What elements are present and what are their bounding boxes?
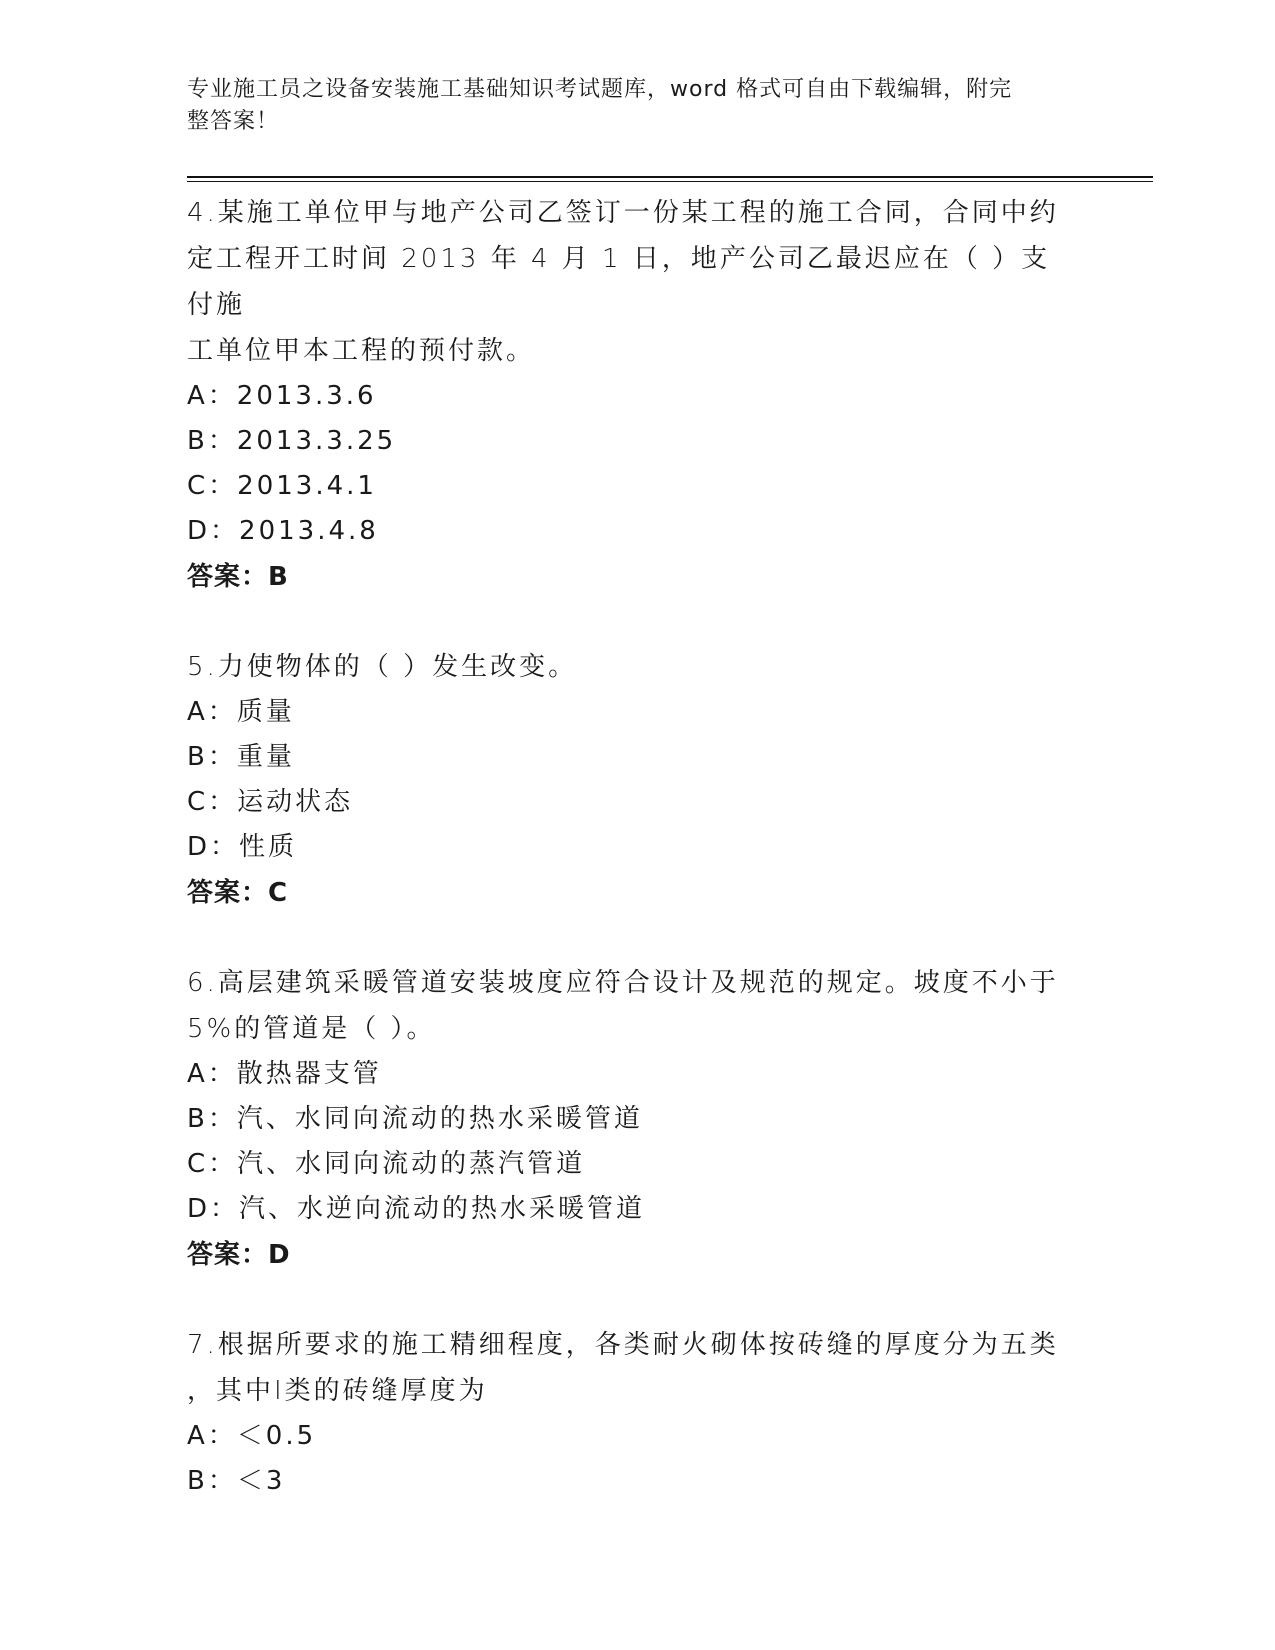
option-a <box>187 1052 1067 1097</box>
question-stem-line: 工单位甲本工程的预付款。 <box>187 336 536 366</box>
option-b <box>187 735 1067 780</box>
answer-line: 答案：B <box>187 562 289 592</box>
answer-line: 答案：D <box>187 1240 291 1270</box>
header-line-1: 专业施工员之设备安装施工基础知识考试题库，word 格式可自由下载编辑，附完 <box>187 77 1013 102</box>
option-b <box>187 1459 1067 1504</box>
option-d <box>187 1187 1067 1232</box>
option-text: 质量 <box>236 697 295 727</box>
option-d <box>187 509 1067 554</box>
question-stem-line: 5.力使物体的（ ）发生改变。 <box>187 652 578 682</box>
option-key: C： <box>187 787 238 817</box>
option-b <box>187 419 1067 464</box>
option-text: ＜3 <box>236 1466 286 1496</box>
question-stem-line: 5%的管道是（ ）。 <box>187 1014 436 1044</box>
option-text: 2013.3.6 <box>236 381 377 411</box>
option-a <box>187 690 1067 735</box>
option-key: B： <box>187 1104 237 1134</box>
option-text: 性质 <box>239 832 298 862</box>
question-stem-line: 7.根据所要求的施工精细程度，各类耐火砌体按砖缝的厚度分为五类 <box>187 1330 1059 1360</box>
answer-line: 答案：C <box>187 878 289 908</box>
question-stem-line: 6.高层建筑采暖管道安装坡度应符合设计及规范的规定。坡度不小于 <box>187 968 1059 998</box>
header-divider-thick <box>187 176 1153 178</box>
option-c <box>187 464 1067 509</box>
header-divider-thin <box>187 181 1153 182</box>
option-key: B： <box>187 426 237 456</box>
option-key: C： <box>187 1149 238 1179</box>
option-text: 运动状态 <box>237 787 354 817</box>
question-6 <box>187 960 1067 1278</box>
option-text: 2013.4.1 <box>237 471 377 501</box>
option-b <box>187 1097 1067 1142</box>
option-key: D： <box>187 1194 240 1224</box>
option-key: D： <box>187 516 240 546</box>
option-text: 汽、水逆向流动的热水采暖管道 <box>239 1194 646 1224</box>
question-stem-line: 4.某施工单位甲与地产公司乙签订一份某工程的施工合同，合同中约 <box>187 198 1059 228</box>
option-a <box>187 1414 1067 1459</box>
option-key: D： <box>187 832 240 862</box>
question-stem-line: ，其中Ⅰ类的砖缝厚度为 <box>187 1376 488 1406</box>
question-7 <box>187 1322 1067 1504</box>
option-key: A： <box>187 1059 237 1089</box>
option-key: A： <box>187 381 237 411</box>
option-key: A： <box>187 1421 237 1451</box>
header-line-2: 整答案！ <box>187 109 280 134</box>
option-text: 汽、水同向流动的蒸汽管道 <box>237 1149 586 1179</box>
option-c <box>187 1142 1067 1187</box>
question-stem-line: 定工程开工时间 2013 年 4 月 1 日，地产公司乙最迟应在（ ）支付施 <box>187 244 1051 320</box>
option-text: 2013.3.25 <box>236 426 397 456</box>
question-list <box>187 190 1067 1548</box>
option-c <box>187 780 1067 825</box>
option-text: ＜0.5 <box>236 1421 317 1451</box>
option-text: 2013.4.8 <box>239 516 379 546</box>
option-d <box>187 825 1067 870</box>
option-key: A： <box>187 697 237 727</box>
option-text: 散热器支管 <box>236 1059 382 1089</box>
question-4 <box>187 190 1067 600</box>
option-key: C： <box>187 471 238 501</box>
document-header <box>187 74 1067 138</box>
question-5 <box>187 644 1067 916</box>
option-a <box>187 374 1067 419</box>
option-text: 汽、水同向流动的热水采暖管道 <box>236 1104 643 1134</box>
option-key: B： <box>187 742 237 772</box>
option-key: B： <box>187 1466 237 1496</box>
option-text: 重量 <box>236 742 295 772</box>
